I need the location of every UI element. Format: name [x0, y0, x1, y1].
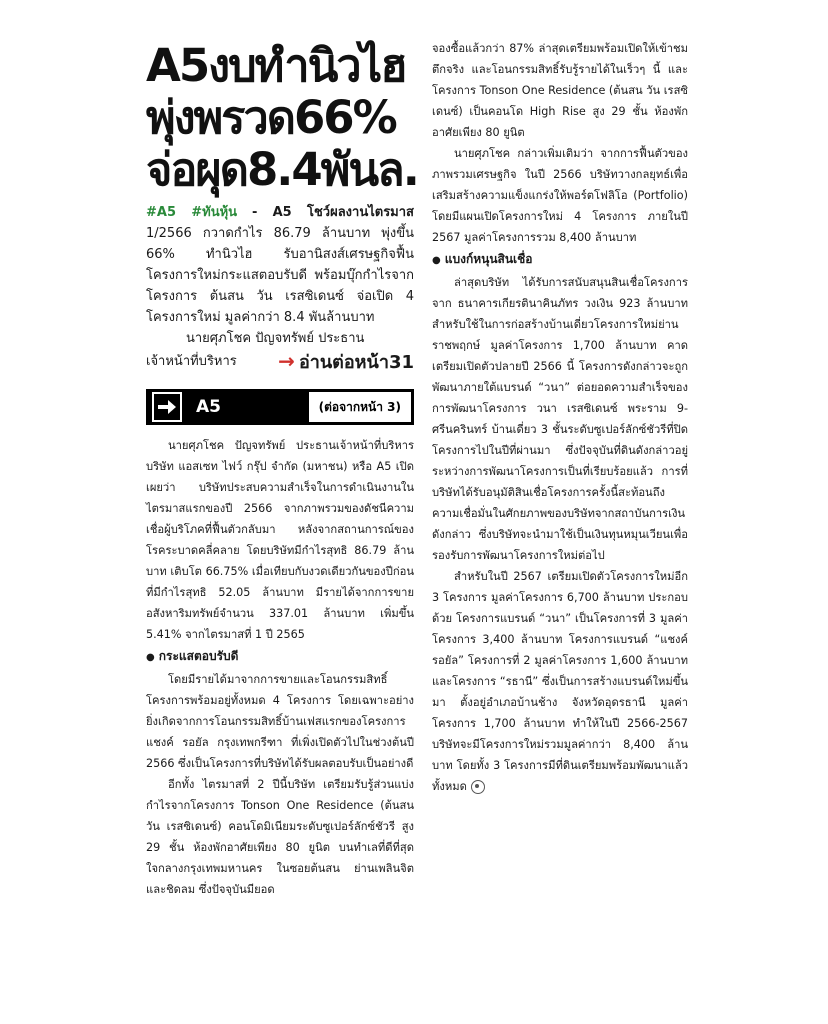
hashtags[interactable]: #A5 #ทันหุ้น [146, 205, 238, 220]
subhead-bank [432, 249, 688, 271]
byline-row [146, 349, 414, 375]
body-paragraph: นายศุภโชค กล่าวเพิ่มเติมว่า จากการฟื้นตัวของภาพรวมเศรษฐกิจ ในปี 2566 บริษัทวางกลยุทธ์เพื่อเสริมสร้างความแข็งแกร่งให้พอร์ตโฟลิโอ (Portfolio) โดยมีแผนเปิดโครงการใหม่ 4 โครงการ ภายในปี 2567 มูลค่าโครงการรวม 8,400 ล้านบาท [432, 147, 688, 244]
body-paragraph: ล่าสุดบริษัท ได้รับการสนับสนุนสินเชื่อโครงการจาก ธนาคารเกียรตินาคินภัทร วงเงิน 923 ล้านบาท สำหรับใช้ในการก่อสร้างบ้านเดี่ยวโครงการใหม่ย่านราชพฤกษ์ มูลค่าโครงการ 1,700 ล้านบาท คาดเตรียมเปิดตัวปลายปี 2566 นี้ โครงการดังกล่าวจะถูกพัฒนาภายใต้แบรนด์ “วนา” ต่อยอดความสำเร็จของการพัฒนาโครงการ วนา เรสซิเดนซ์ พระราม 9-ศรีนครินทร์ บ้านเดี่ยว 3 ชั้นระดับซูเปอร์ลักซ์ชัวรีที่ปิดโครงการไปในปีที่ผ่านมา ซึ่งปัจจุบันที่ดินดังกล่าวอยู่ระหว่างการพัฒนาโครงการเป็นที่เรียบร้อยแล้ว การที่บริษัทได้รับอนุมัติสินเชื่อโครงการครั้งนี้สะท้อนถึงความเชื่อมั่นในศักยภาพของบริษัทจากสถาบันการเงินดังกล่าว ซึ่งบริษัทจะนำมาใช้เป็นเงินทุนหมุนเวียนเพื่อรองรับการพัฒนาโครงการใหม่ต่อไป [432, 276, 688, 562]
body-paragraph: โดยมีรายได้มาจากการขายและโอนกรรมสิทธิ์โครงการพร้อมอยู่ทั้งหมด 4 โครงการ โดยเฉพาะอย่างยิ่งเกิดจากการโอนกรรมสิทธิ์บ้านเฟสแรกของโครงการแชงค์ รอยัล กรุงเทพกรีฑา ที่เพิ่งเปิดตัวไปในช่วงต้นปี 2566 ซึ่งเป็นโครงการที่บริษัทได้รับผลตอบรับเป็นอย่างดี [146, 673, 414, 770]
right-column [432, 38, 688, 797]
headline-line-2: พุ่งพรวด66% [146, 91, 396, 144]
bullet-icon: ● [432, 255, 441, 266]
bullet-icon: ● [146, 652, 155, 663]
body-paragraph: จองซื้อแล้วกว่า 87% ล่าสุดเตรียมพร้อมเปิดให้เข้าชมตึกจริง และโอนกรรมสิทธิ์รับรู้รายได้ในเร็วๆ นี้ และโครงการ Tonson One Residence (ต้นสน วัน เรสซิเดนซ์) เป็นคอนโด High Rise สูง 29 ชั้น ห้องพักอาศัยเพียง 80 ยูนิต [432, 42, 688, 139]
headline-line-1: A5งบทำนิวไฮ [146, 39, 406, 92]
lead-paragraph [146, 202, 414, 328]
left-column [146, 39, 418, 900]
section-code: A5 [196, 397, 221, 417]
byline [146, 328, 414, 349]
body-paragraph: นายศุภโชค ปัญจทรัพย์ ประธานเจ้าหน้าที่บริหาร บริษัท แอสเซท ไฟว์ กรุ๊ป จำกัด (มหาชน) หรือ A5 เปิดเผยว่า บริษัทประสบความสำเร็จในการดำเนินงานในไตรมาสแรกของปี 2566 จากภาพรวมของดัชนีความเชื่อผู้บริโภคที่ฟื้นตัวกลับมา หลังจากสถานการณ์ของโรคระบาดคลี่คลาย โดยบริษัทมีกำไรสุทธิ 86.79 ล้านบาท เติบโต 66.75% เมื่อเทียบกับงวดเดียวกันของปีก่อน ที่มีกำไรสุทธิ 52.05 ล้านบาท มีรายได้จากการขายอสังหาริมทรัพย์จำนวน 337.01 ล้านบาท เพิ่มขึ้น 5.41% จากไตรมาสที่ 1 ปี 2565 [146, 439, 414, 641]
continued-from-label: (ต่อจากหน้า 3) [309, 392, 411, 422]
continuation-banner [146, 389, 414, 425]
arrow-right-box-icon [152, 392, 182, 422]
byline-line-1: นายศุภโชค ปัญจทรัพย์ ประธาน [186, 331, 365, 346]
end-mark-icon [471, 780, 485, 794]
body-paragraph: อีกทั้ง ไตรมาสที่ 2 ปีนี้บริษัท เตรียมรับรู้ส่วนแบ่งกำไรจากโครงการ Tonson One Residence (ต้นสน วัน เรสซิเดนซ์) คอนโดมิเนียมระดับซูเปอร์ลักซ์ชัวรี สูง 29 ชั้น ห้องพักอาศัยเพียง 80 ยูนิต บนทำเลที่ดีที่สุดใจกลางกรุงเทพมหานคร ในซอยต้นสน ย่านเพลินจิต และชิดลม ซึ่งปัจจุบันมียอด [146, 778, 414, 896]
body-paragraph [432, 566, 688, 797]
subhead-feedback [146, 646, 414, 668]
read-more-label: อ่านต่อหน้า31 [298, 352, 414, 373]
headline-line-3: จ่อผุด8.4พันล. [146, 143, 418, 196]
red-arrow-icon: → [278, 349, 295, 373]
read-more-link[interactable] [278, 349, 414, 375]
headline [146, 39, 418, 196]
subhead-label: กระแสตอบรับดี [158, 649, 239, 663]
lead-kicker: - A5 โชว์ผลงานไตรมาส [251, 205, 414, 220]
lead-text: 1/2566 กวาดกำไร 86.79 ล้านบาท พุ่งขึ้น 66% ทำนิวไฮ รับอานิสงส์เศรษฐกิจฟื้น โครงการใหม่กระแสตอบรับดี พร้อมบุ๊กกำไรจากโครงการ ต้นสน วัน เรสซิเดนซ์ จ่อเปิด 4 โครงการใหม่ มูลค่ากว่า 8.4 พันล้านบาท [146, 226, 414, 325]
subhead-label: แบงก์หนุนสินเชื่อ [444, 252, 533, 266]
body-left [146, 435, 414, 900]
body-paragraph-text: สำหรับในปี 2567 เตรียมเปิดตัวโครงการใหม่อีก 3 โครงการ มูลค่าโครงการ 6,700 ล้านบาท ประกอบด้วย โครงการแบรนด์ “วนา” เป็นโครงการที่ 3 มูลค่าโครงการ 3,400 ล้านบาท โครงการแบรนด์ “แชงค์ รอยัล” โครงการที่ 2 มูลค่าโครงการ 1,600 ล้านบาท และโครงการ “รธานี” ซึ่งเป็นการสร้างแบรนด์ใหม่ขึ้นมา ตั้งอยู่อำเภอบ้านช้าง จังหวัดอุดรธานี มูลค่าโครงการ 1,700 ล้านบาท ทำให้ในปี 2566-2567 บริษัทจะมีโครงการใหม่รวมมูลค่ากว่า 8,400 ล้านบาท โดยทั้ง 3 โครงการมีที่ดินเตรียมพร้อมพัฒนาแล้วทั้งหมด [432, 570, 688, 793]
byline-line-2: เจ้าหน้าที่บริหาร [146, 354, 237, 369]
